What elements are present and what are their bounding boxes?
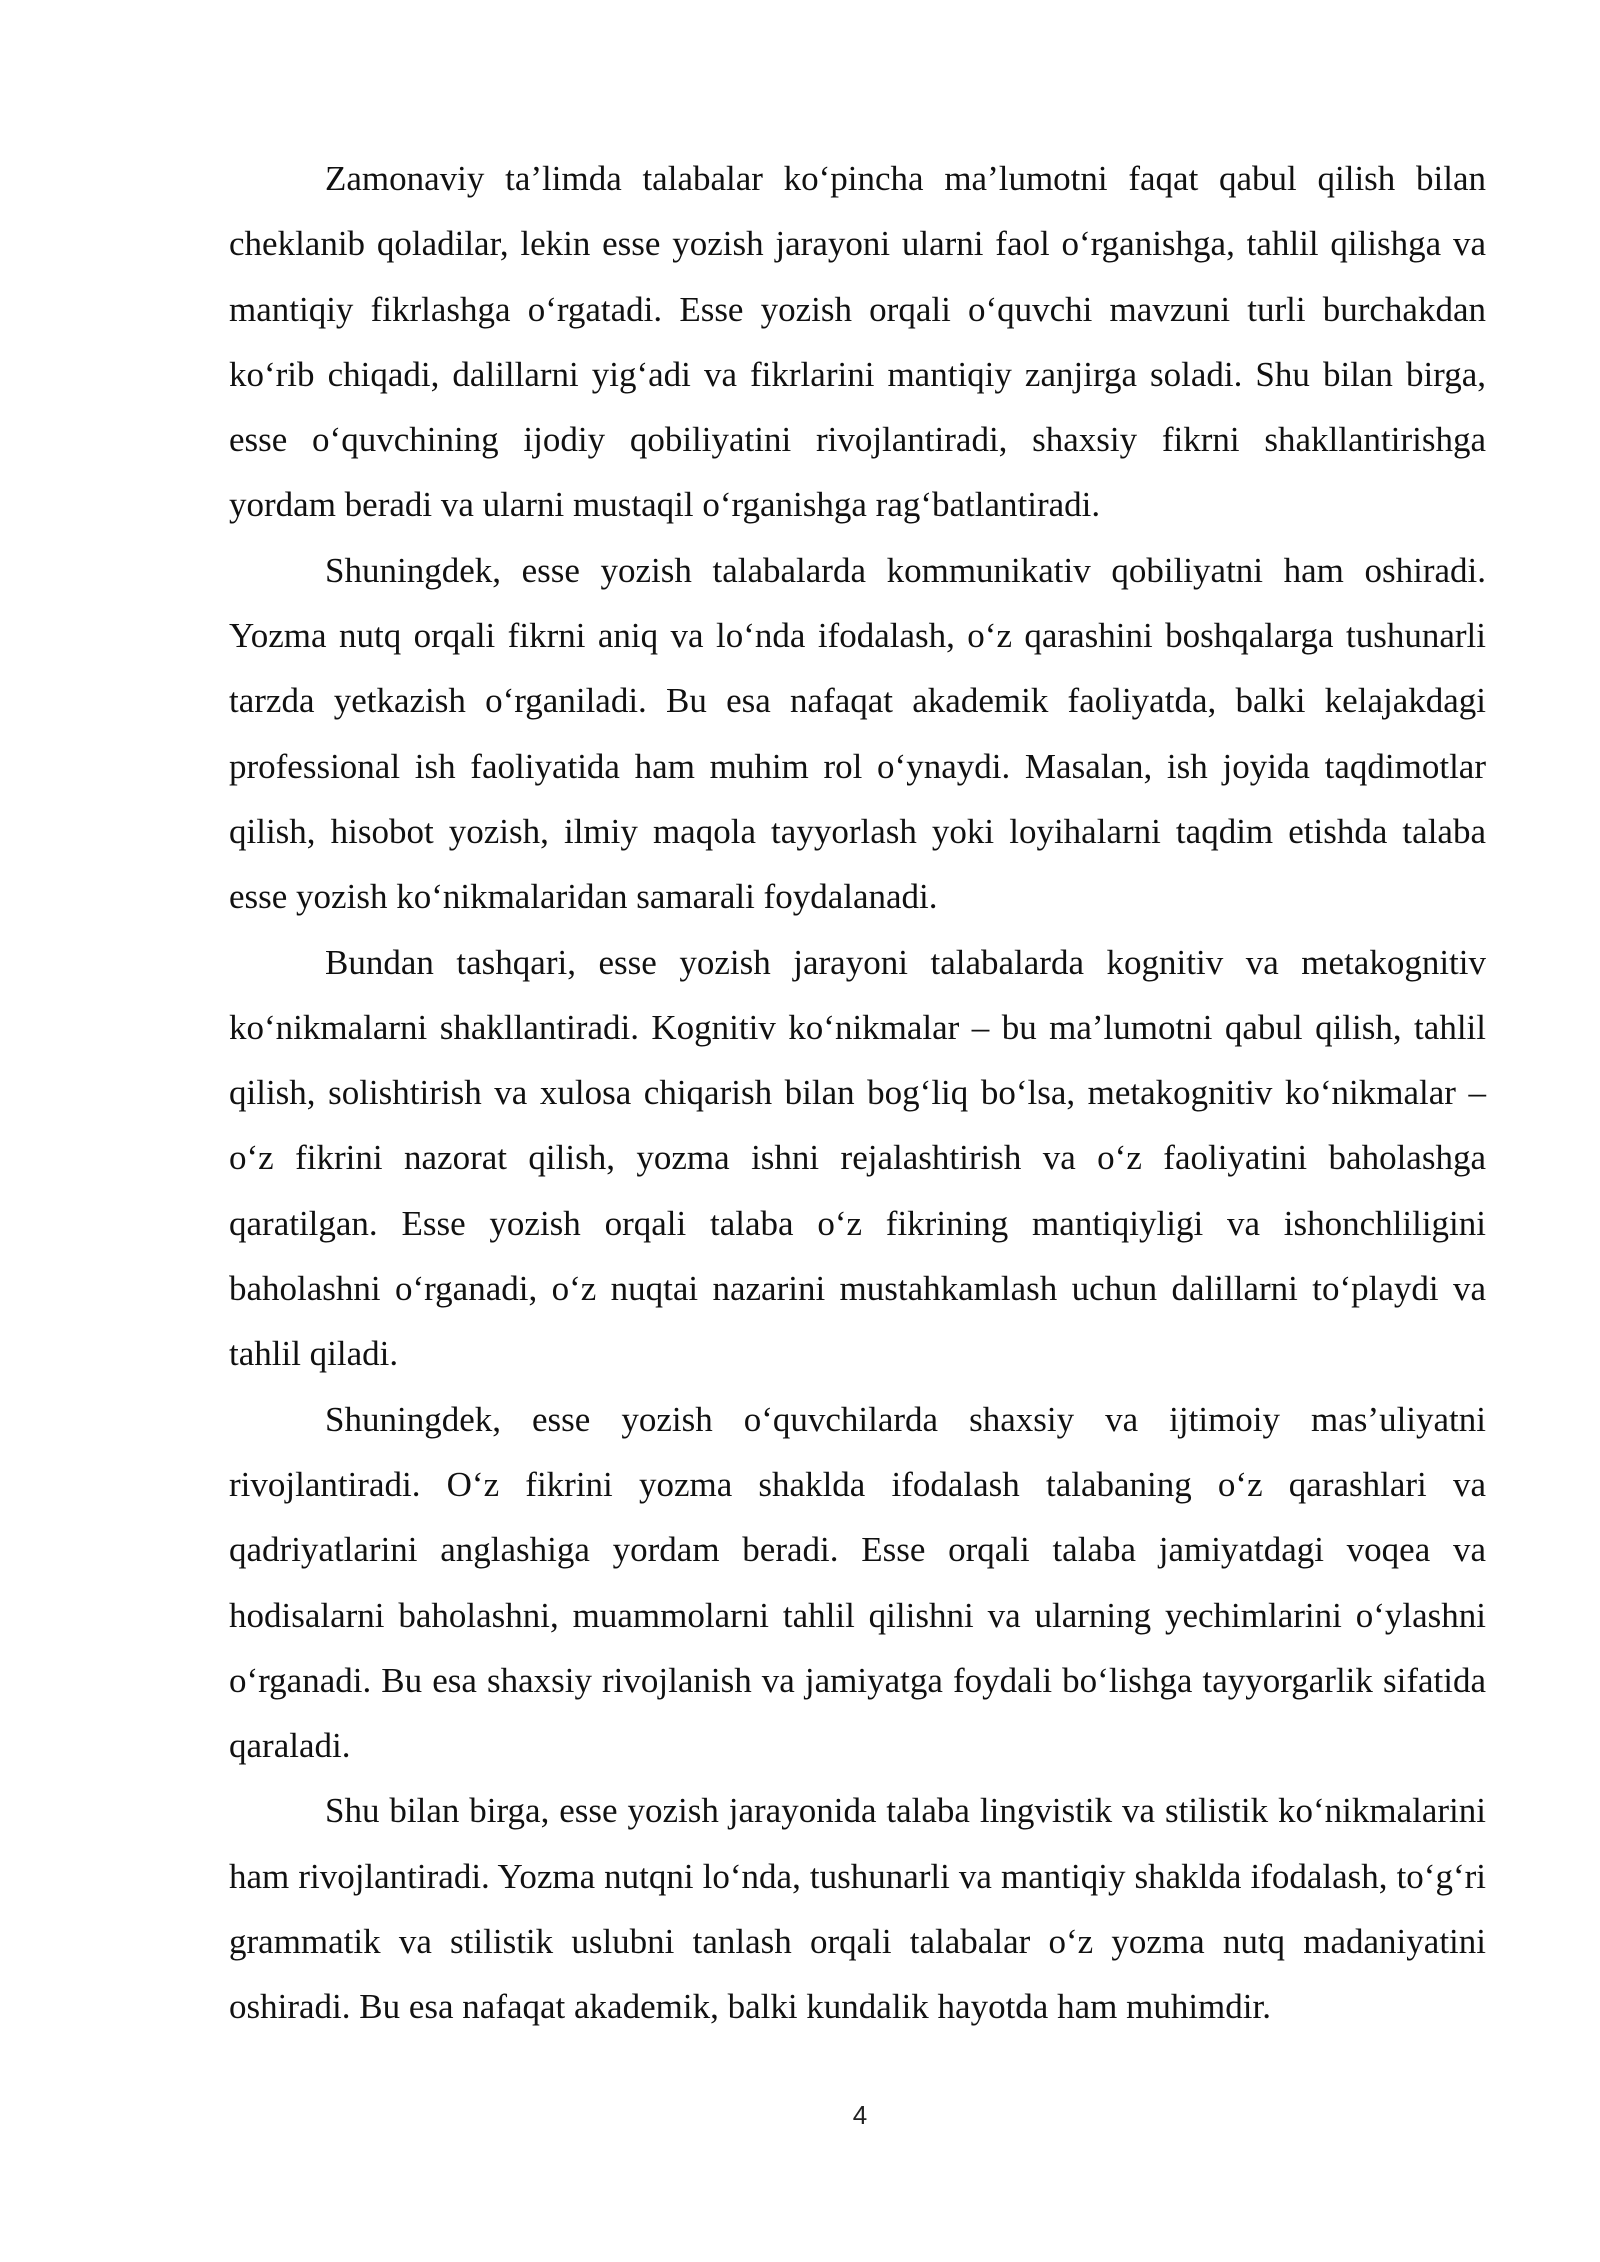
body-text	[229, 146, 1486, 2040]
paragraph-3: Bundan tashqari, esse yozish jarayoni talabalarda kognitiv va metakognitiv ko‘nikmalarni shakllantiradi. Kognitiv ko‘nikmalar – bu ma’lumotni qabul qilish, tahlil qilish, solishtirish va xulosa chiqarish bilan bog‘liq bo‘lsa, metakognitiv ko‘nikmalar – o‘z fikrini nazorat qilish, yozma ishni rejalashtirish va o‘z faoliyatini baholashga qaratilgan. Esse yozish orqali talaba o‘z fikrining mantiqiyligi va ishonchliligini baholashni o‘rganadi, o‘z nuqtai nazarini mustahkamlash uchun dalillarni to‘playdi va tahlil qiladi.	[229, 942, 1486, 1374]
paragraph-5: Shu bilan birga, esse yozish jarayonida talaba lingvistik va stilistik ko‘nikmalarini ham rivojlantiradi. Yozma nutqni lo‘nda, tushunarli va mantiqiy shaklda ifodalash, to‘g‘ri grammatik va stilistik uslubni tanlash orqali talabalar o‘z yozma nutq madaniyatini oshiradi. Bu esa nafaqat akademik, balki kundalik hayotda ham muhimdir.	[229, 1791, 1486, 2027]
paragraph-1: Zamonaviy ta’limda talabalar ko‘pincha ma’lumotni faqat qabul qilish bilan cheklanib qoladilar, lekin esse yozish jarayoni ularni faol o‘rganishga, tahlil qilishga va mantiqiy fikrlashga o‘rgatadi. Esse yozish orqali o‘quvchi mavzuni turli burchakdan ko‘rib chiqadi, dalillarni yig‘adi va fikrlarini mantiqiy zanjirga soladi. Shu bilan birga, esse o‘quvchining ijodiy qobiliyatini rivojlantiradi, shaxsiy fikrni shakllantirishga yordam beradi va ularni mustaqil o‘rganishga rag‘batlantiradi.	[229, 159, 1486, 525]
paragraph-2: Shuningdek, esse yozish talabalarda kommunikativ qobiliyatni ham oshiradi. Yozma nutq orqali fikrni aniq va lo‘nda ifodalash, o‘z qarashini boshqalarga tushunarli tarzda yetkazish o‘rganiladi. Bu esa nafaqat akademik faoliyatda, balki kelajakdagi professional ish faoliyatida ham muhim rol o‘ynaydi. Masalan, ish joyida taqdimotlar qilish, hisobot yozish, ilmiy maqola tayyorlash yoki loyihalarni taqdim etishda talaba esse yozish ko‘nikmalaridan samarali foydalanadi.	[229, 550, 1486, 917]
paragraph-4: Shuningdek, esse yozish o‘quvchilarda shaxsiy va ijtimoiy mas’uliyatni rivojlantiradi. O‘z fikrini yozma shaklda ifodalash talabaning o‘z qarashlari va qadriyatlarini anglashiga yordam beradi. Esse orqali talaba jamiyatdagi voqea va hodisalarni baholashni, muammolarni tahlil qilishni va ularning yechimlarini o‘ylashni o‘rganadi. Bu esa shaxsiy rivojlanish va jamiyatga foydali bo‘lishga tayyorgarlik sifatida qaraladi.	[229, 1399, 1486, 1766]
page-number: 4	[852, 2100, 868, 2130]
